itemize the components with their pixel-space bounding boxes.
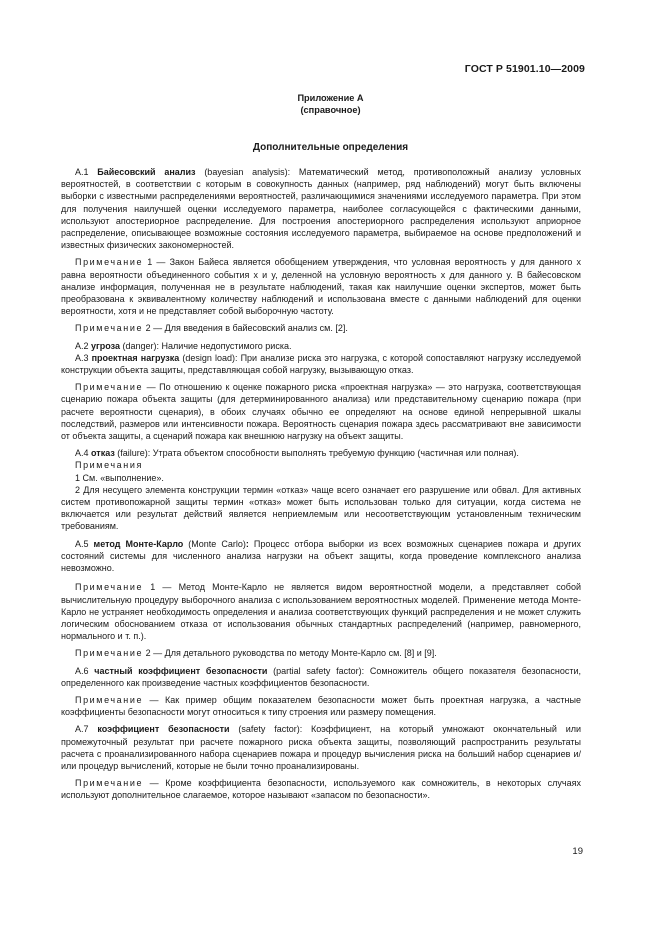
note-label: Примечание	[75, 648, 144, 659]
clause-number: А.4	[75, 448, 92, 459]
definition-text: (partial safety factor): Сомножитель общего показателя безопасности, определенного как произведение частных коэффициентов безопасности.	[61, 665, 581, 688]
appendix-label: Приложение А	[297, 93, 364, 103]
clause-number: А.1	[75, 167, 98, 177]
term: Байесовский анализ	[97, 167, 196, 177]
appendix-title	[0, 92, 661, 116]
clause-number: А.3	[75, 352, 92, 363]
definition-a3	[61, 352, 581, 376]
note-text: 1 — Метод Монте-Карло не является видом вероятностной модели, а представляет собой вычислительную процедуру выборочного анализа с использованием вероятностных моделей. Применение метода Монте-Карло не устраняет необходимость определения и анализа соответствующих функций распределения и не может служить логическим обоснованием отказа от использования обычных стандартных распределений (например, равномерного, нормального и т. п.).	[61, 582, 581, 642]
definition-a5	[61, 538, 581, 575]
note-a5-1	[61, 581, 581, 642]
definition-text: (design load): При анализе риска это нагрузка, с которой сопоставляют нагрузку исследуемой конструкции объекта защиты, представляющая собой нагрузку, вызывающую отказ.	[61, 352, 581, 376]
definition-text: (danger): Наличие недопустимого риска.	[120, 340, 292, 351]
definition-a2	[61, 340, 581, 352]
notes-label: Примечания	[75, 460, 143, 471]
note-text: — Кроме коэффициента безопасности, используемого как сомножитель, в некоторых случаях используют дополнительное слагаемое, которое называют «запасом по безопасности».	[61, 778, 581, 801]
note-text: — Как пример общим показателем безопасности может быть проектная нагрузка, а частные коэффициенты безопасности могут относиться к типу строения или размеру помещения.	[61, 694, 581, 718]
definition-text: Процесс отбора выборки из всех возможных сценариев пожара и других состояний системы для численного анализа нагрузки на объект защиты, когда проведение комплексного анализа невозможно.	[61, 538, 582, 574]
note-a4-1: 1 См. «выполнение».	[75, 472, 164, 483]
note-a3	[61, 381, 581, 442]
definition-a7	[61, 723, 581, 772]
term: отказ	[91, 448, 115, 459]
note-label: Примечание	[75, 382, 144, 393]
clause-number: А.5	[75, 538, 94, 549]
note-a7	[61, 777, 581, 801]
note-text: 2 — Для детального руководства по методу Монте-Карло см. [8] и [9].	[143, 648, 437, 659]
note-a1-2	[61, 322, 581, 334]
section-title: Дополнительные определения	[252, 142, 409, 153]
note-label: Примечание	[75, 257, 144, 268]
standard-header: ГОСТ Р 51901.10—2009	[464, 63, 585, 75]
note-text: 2 — Для введения в байесовский анализ см. [2].	[143, 323, 348, 334]
definition-a6	[61, 665, 581, 689]
note-a6	[61, 694, 581, 718]
colon: :	[245, 538, 249, 549]
term: коэффициент безопасности	[97, 724, 230, 735]
definition-text: (bayesian analysis): Математический метод, противоположный анализу условных вероятностей, в соответствии с которым в совокупность данных (например, ряд наблюдений) могут быть включены выборки с известными распределениями вероятностей, различающимися значениями исследуемого параметра. При этом для получения наилучшей оценки исследуемого параметра, наиболее согласующейся с фактическими данными, используют апостериорное распределение. Для построения апостериорного распределения используют априорное распределение, описывающее возможные состояния исследуемого параметра, выбираемое на основе предположений и известных физических закономерностей.	[61, 167, 581, 251]
note-a5-2	[61, 647, 581, 659]
note-label: Примечание	[75, 582, 144, 593]
note-label: Примечание	[75, 778, 144, 789]
definition-a1	[61, 166, 581, 251]
page-number: 19	[572, 846, 583, 857]
note-text: — По отношению к оценке пожарного риска «проектная нагрузка» — это нагрузка, соответствующая сценарию пожара объекта защиты (для детерминированного анализа) или представительному сценарию пожара (при расчете вероятности сценария), в обоих случаях обычно ее определяют на основе единой непрерывной шкалы последствий, размеров или интенсивности пожара. Вероятность сценария пожара здесь рассматривают вне зависимости от объекта защиты, а сценарий пожара как внешнюю нагрузку на объект защиты.	[61, 382, 581, 442]
term: метод Монте-Карло	[93, 538, 184, 549]
term: угроза	[91, 340, 121, 351]
clause-number: А.6	[75, 665, 95, 676]
definition-a4	[61, 447, 581, 459]
definition-text: (safety factor): Коэффициент, на который умножают окончательный или промежуточный результат при расчете пожарного риска объекта защиты, позволяющий распространить результаты расчета с проанализированного набора сценариев пожара и процедур вычисления риска на больший набор сценариев и/или процедур вычислений, которые не были точно проанализированы.	[61, 724, 582, 771]
definition-english: (Monte Carlo)	[183, 538, 246, 549]
note-label: Примечание	[75, 694, 144, 705]
note-a1-1	[61, 256, 581, 317]
note-a4-2: 2 Для несущего элемента конструкции термин «отказ» чаще всего означает его разрушение или обвал. Для активных систем противопожарной защиты термин «отказ» может быть использован только для ситуации, когда система не включается или результат действий является неприемлемым или несоответствующим установленным техническим требованиям.	[61, 484, 581, 532]
clause-number: А.7	[75, 724, 98, 735]
term: частный коэффициент безопасности	[94, 665, 268, 676]
note-text: 1 — Закон Байеса является обобщением утверждения, что условная вероятность y для данного x равна вероятности объединенного события x и y, деленной на условную вероятность x для данного y. В байесовском анализе информация, полученная не в результате наблюдений, такая как наилучшие оценки экспертов, может быть преобразована к эквивалентному количеству наблюдений и использована вместе с данными наблюдений для оценки вероятности, хотя и не представляет собой выборочную частоту.	[61, 257, 581, 317]
term: проектная нагрузка	[91, 352, 180, 363]
definition-text: (failure): Утрата объектом способности выполнять требуемую функцию (частичная или полная).	[114, 448, 519, 459]
note-label: Примечание	[75, 323, 144, 334]
document-body	[61, 166, 581, 802]
appendix-type: (справочное)	[300, 105, 361, 115]
clause-number: А.2	[75, 340, 92, 351]
